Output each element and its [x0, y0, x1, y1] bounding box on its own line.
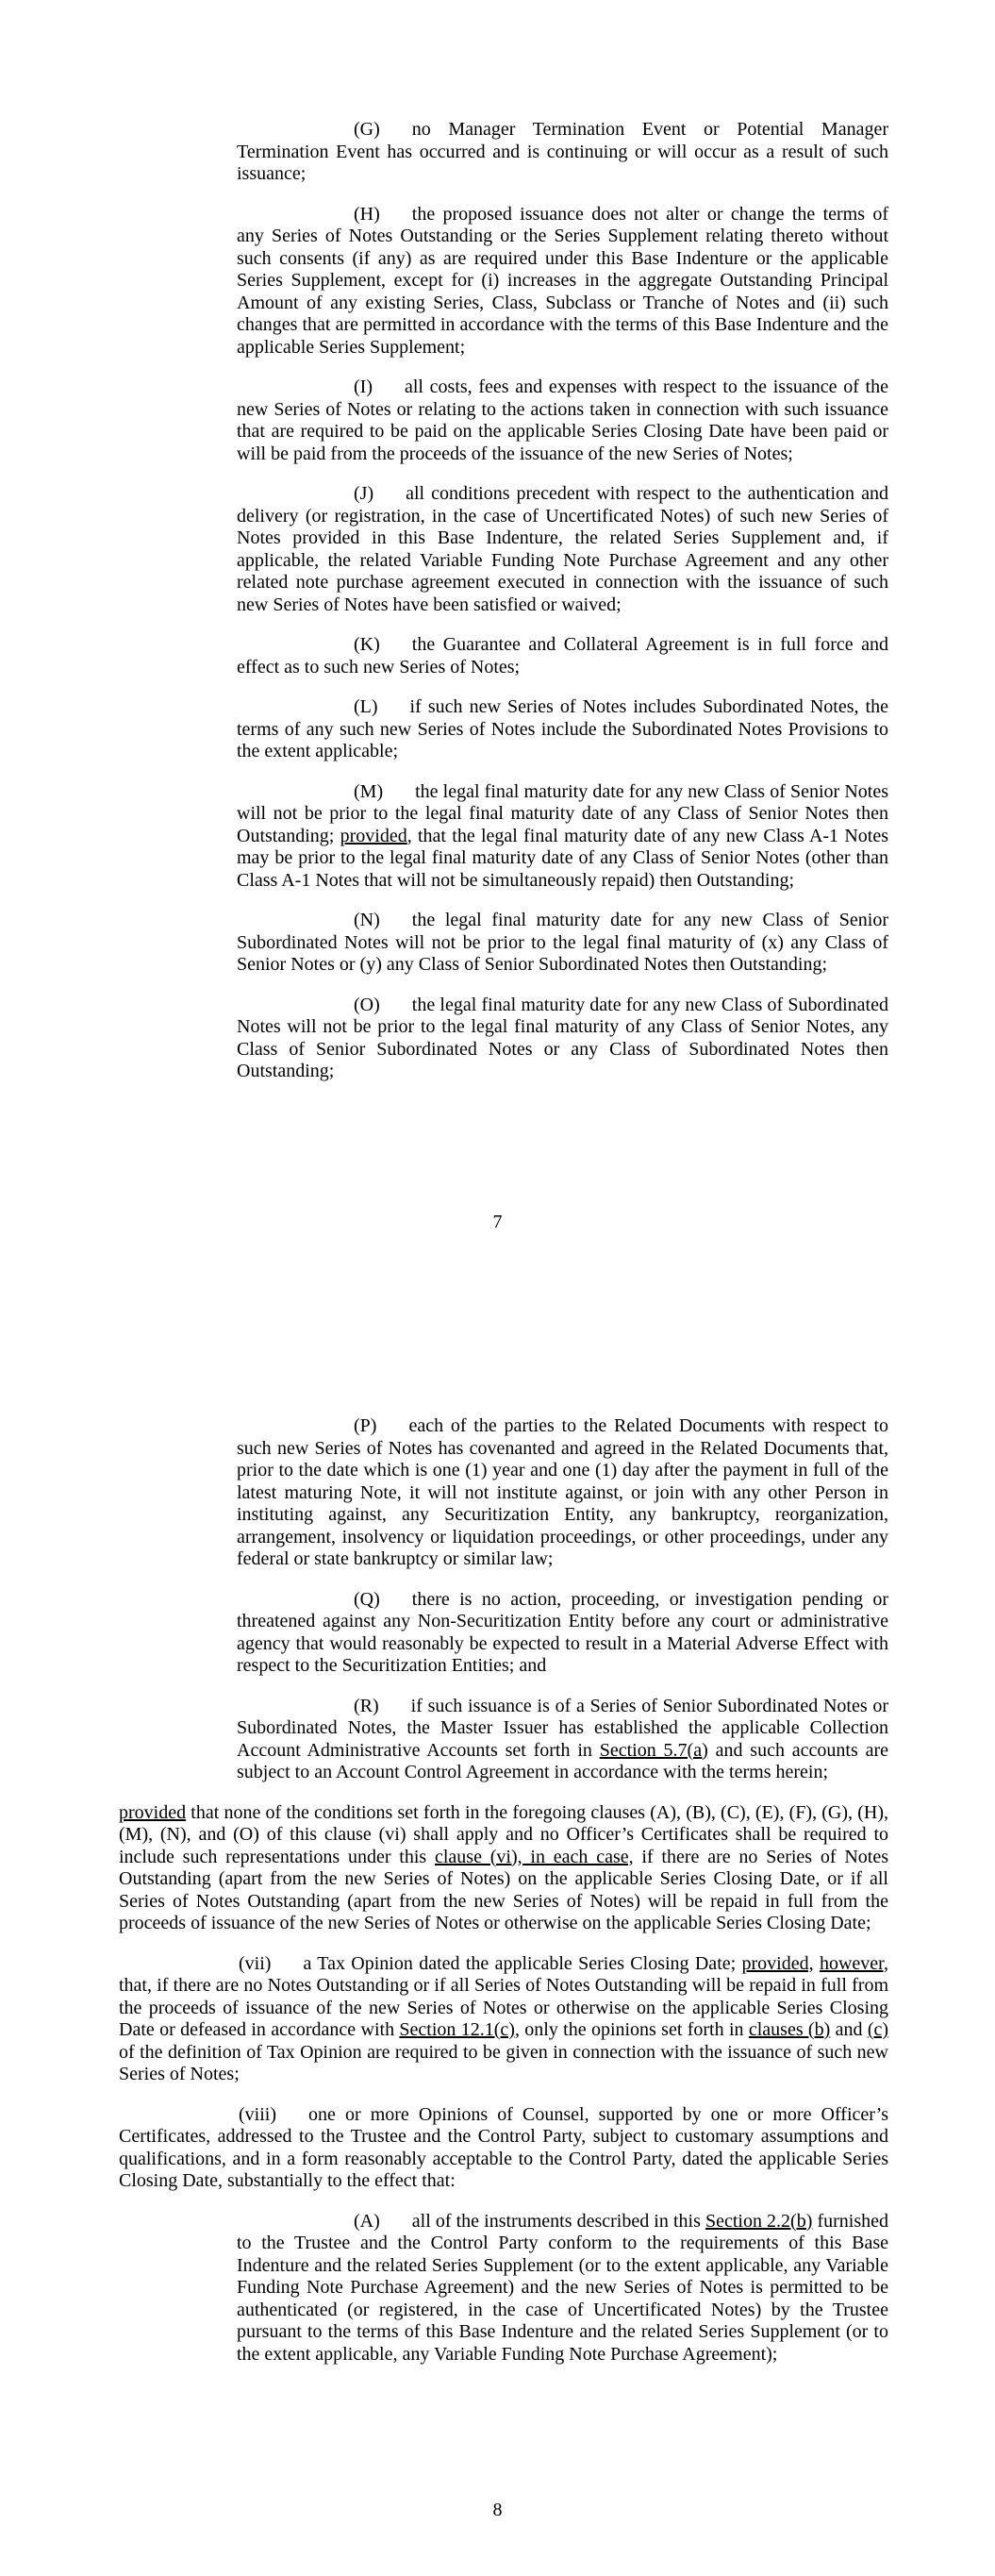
clause-label: (K) — [354, 634, 380, 655]
text-run: if such new Series of Notes includes Subordinated Notes, the terms of any such new Series of Notes include the Subordinated Notes Provisions to the extent applicable; — [237, 696, 888, 761]
text-run: of the definition of Tax Opinion are required to be given in connection with the issuance of such new Series of Notes; — [119, 2041, 888, 2084]
text-run: the legal final maturity date for any new Class of Senior Notes will not be prior to the legal final maturity date of any Class of Senior Notes then Outstanding; — [237, 780, 888, 846]
clause-paragraph — [237, 995, 888, 1083]
text-run: and such accounts are subject to an Account Control Agreement in accordance with the terms herein; — [237, 1739, 889, 1782]
clause-paragraph — [237, 204, 888, 360]
text-run: that none of the conditions set forth in the foregoing clauses (A), (B), (C), (E), (F), (G), (H), (M), (N), and (O) of this clause (vi) shall apply and no Officer’s Certificates shall be required to include such representations under this — [119, 1801, 888, 1867]
page-7-content — [119, 119, 888, 1101]
clause-label: (H) — [354, 203, 380, 225]
underlined-text: provided, — [741, 1952, 814, 1974]
text-run: , only the opinions set forth in — [514, 2019, 749, 2040]
clause-label: (L) — [354, 696, 378, 717]
text-run: and — [830, 2019, 868, 2040]
clause-label: (Q) — [354, 1588, 380, 1610]
clause-label: (G) — [354, 119, 380, 140]
clause-paragraph — [237, 119, 888, 186]
text-run: the legal final maturity date for any new Class of Subordinated Notes will not be prior to the legal final maturity of any Class of Senior Notes, any Class of Senior Subordinated Notes or any Class of Subordinated Notes then Outstanding; — [237, 994, 888, 1081]
clause-paragraph — [237, 1589, 888, 1678]
underlined-text: clause (vi), in each case, — [435, 1846, 634, 1867]
clause-paragraph — [237, 781, 888, 893]
clause-label: (M) — [354, 780, 384, 802]
text-run: all conditions precedent with respect to the authentication and delivery (or registration, in the case of Uncertificated Notes) of such new Series of Notes provided in this Base Indenture, the related Series Supplement and, if applicable, the related Variable Funding Note Purchase Agreement and any other related note purchase agreement executed in connection with the issuance of such new Series of Notes have been satisfied or waived; — [237, 483, 888, 615]
text-run: one or more Opinions of Counsel, supported by one or more Officer’s Certificates, addressed to the Trustee and the Control Party, subject to customary assumptions and qualifications, and in a form reasonably acceptable to the Control Party, dated the applicable Series Closing Date, substantially to the effect that: — [119, 2103, 888, 2191]
text-run: the legal final maturity date for any new Class of Senior Subordinated Notes will not be prior to the legal final maturity of (x) any Class of Senior Notes or (y) any Class of Senior Subordinated Notes then Outstanding; — [237, 910, 888, 975]
text-run: , that the legal final maturity date of any new Class A-1 Notes may be prior to the legal final maturity date of any Class of Senior Notes (other than Class A-1 Notes that will not be simultaneously repaid) then Outstanding; — [237, 825, 888, 891]
text-run: furnished to the Trustee and the Control Party conform to the requirements of this Base Indenture and the related Series Supplement (or to the extent applicable, any Variable Funding Note Purchase Agreement) and the new Series of Notes is permitted to be authenticated (or registered, in the case of Uncertificated Notes) by the Trustee pursuant to the terms of this Base Indenture and the related Series Supplement (or to the extent applicable, any Variable Funding Note Purchase Agreement); — [237, 2210, 889, 2365]
clause-label: (O) — [354, 994, 380, 1015]
clause-paragraph — [237, 1415, 888, 1571]
text-run: the proposed issuance does not alter or change the terms of any Series of Notes Outstanding or the Series Supplement relating thereto without such consents (if any) as are required under this Base Indenture or the applicable Series Supplement, except for (i) increases in the aggregate Outstanding Principal Amount of any existing Series, Class, Subclass or Tranche of Notes and (ii) such changes that are permitted in accordance with the terms of this Base Indenture and the applicable Series Supplement; — [237, 203, 888, 358]
page-8-content — [119, 1415, 888, 2384]
underlined-text: provided — [119, 1801, 187, 1823]
underlined-text: provided — [340, 825, 407, 846]
underlined-text: Section 5.7(a) — [599, 1739, 708, 1761]
clause-paragraph — [237, 696, 888, 763]
page-number: 8 — [492, 2500, 503, 2520]
underlined-text: Section 12.1(c) — [399, 2019, 515, 2040]
text-run: there is no action, proceeding, or investigation pending or threatened against any Non-Securitization Entity before any court or administrative agency that would reasonably be expected to result in a Material Adverse Effect with respect to the Securitization Entities; and — [237, 1588, 888, 1676]
clause-label: (vii) — [239, 1952, 272, 1974]
clause-paragraph — [237, 483, 888, 616]
clause-label: (J) — [354, 483, 374, 504]
text-run: if such issuance is of a Series of Senior Subordinated Notes or Subordinated Notes, the Master Issuer has established the applicable Collection Account Administrative Accounts set forth in — [237, 1695, 888, 1761]
clause-label: (A) — [354, 2210, 380, 2232]
clause-paragraph — [237, 634, 888, 678]
clause-label: (viii) — [239, 2103, 276, 2125]
text-run: a Tax Opinion dated the applicable Series Closing Date; — [303, 1952, 742, 1974]
underlined-text: clauses (b) — [748, 2019, 831, 2040]
text-run: all of the instruments described in this — [411, 2210, 705, 2232]
text-run: the Guarantee and Collateral Agreement is in full force and effect as to such new Series of Notes; — [237, 634, 888, 677]
clause-paragraph — [237, 1696, 888, 1784]
clause-paragraph — [119, 2104, 888, 2193]
underlined-text: Section 2.2(b) — [705, 2210, 813, 2232]
clause-label: (I) — [354, 376, 373, 397]
clause-label: (N) — [354, 910, 380, 930]
text-run: if there are no Series of Notes Outstanding (apart from the new Series of Notes) on the applicable Series Closing Date, or if all Series of Notes Outstanding (apart from the new Series of Notes) will be repaid in full from the proceeds of issuance of the new Series of Notes or otherwise on the applicable Series Closing Date; — [119, 1846, 888, 1933]
clause-label: (R) — [354, 1695, 379, 1716]
text-run: no Manager Termination Event or Potential Manager Termination Event has occurred and is continuing or will occur as a result of such issuance; — [237, 119, 888, 184]
body-paragraph — [119, 1802, 888, 1935]
clause-paragraph — [237, 2211, 888, 2367]
text-run: that, if there are no Notes Outstanding or if all Series of Notes Outstanding will be repaid in full from the proceeds of issuance of the new Series of Notes or otherwise on the applicable Series Closing Date or defeased in accordance with — [119, 1975, 888, 2040]
page-number: 7 — [492, 1212, 503, 1232]
clause-label: (P) — [354, 1415, 377, 1436]
clause-paragraph — [237, 910, 888, 977]
text-run: all costs, fees and expenses with respect to the issuance of the new Series of Notes or relating to the actions taken in connection with such issuance that are required to be paid on the applicable Series Closing Date have been paid or will be paid from the proceeds of the issuance of the new Series of Notes; — [237, 376, 888, 464]
underlined-text: (c) — [867, 2019, 889, 2040]
clause-paragraph — [119, 1953, 888, 2086]
page-8 — [0, 1288, 995, 2576]
underlined-text: however, — [819, 1952, 888, 1974]
clause-paragraph — [237, 376, 888, 465]
text-run: each of the parties to the Related Documents with respect to such new Series of Notes has covenanted and agreed in the Related Documents that, prior to the date which is one (1) year and one (1) day after the payment in full of the latest maturing Note, it will not institute against, or join with any other Person in instituting against, any Securitization Entity, any bankruptcy, reorganization, arrangement, insolvency or liquidation proceedings, or other proceedings, under any federal or state bankruptcy or similar law; — [237, 1415, 888, 1569]
